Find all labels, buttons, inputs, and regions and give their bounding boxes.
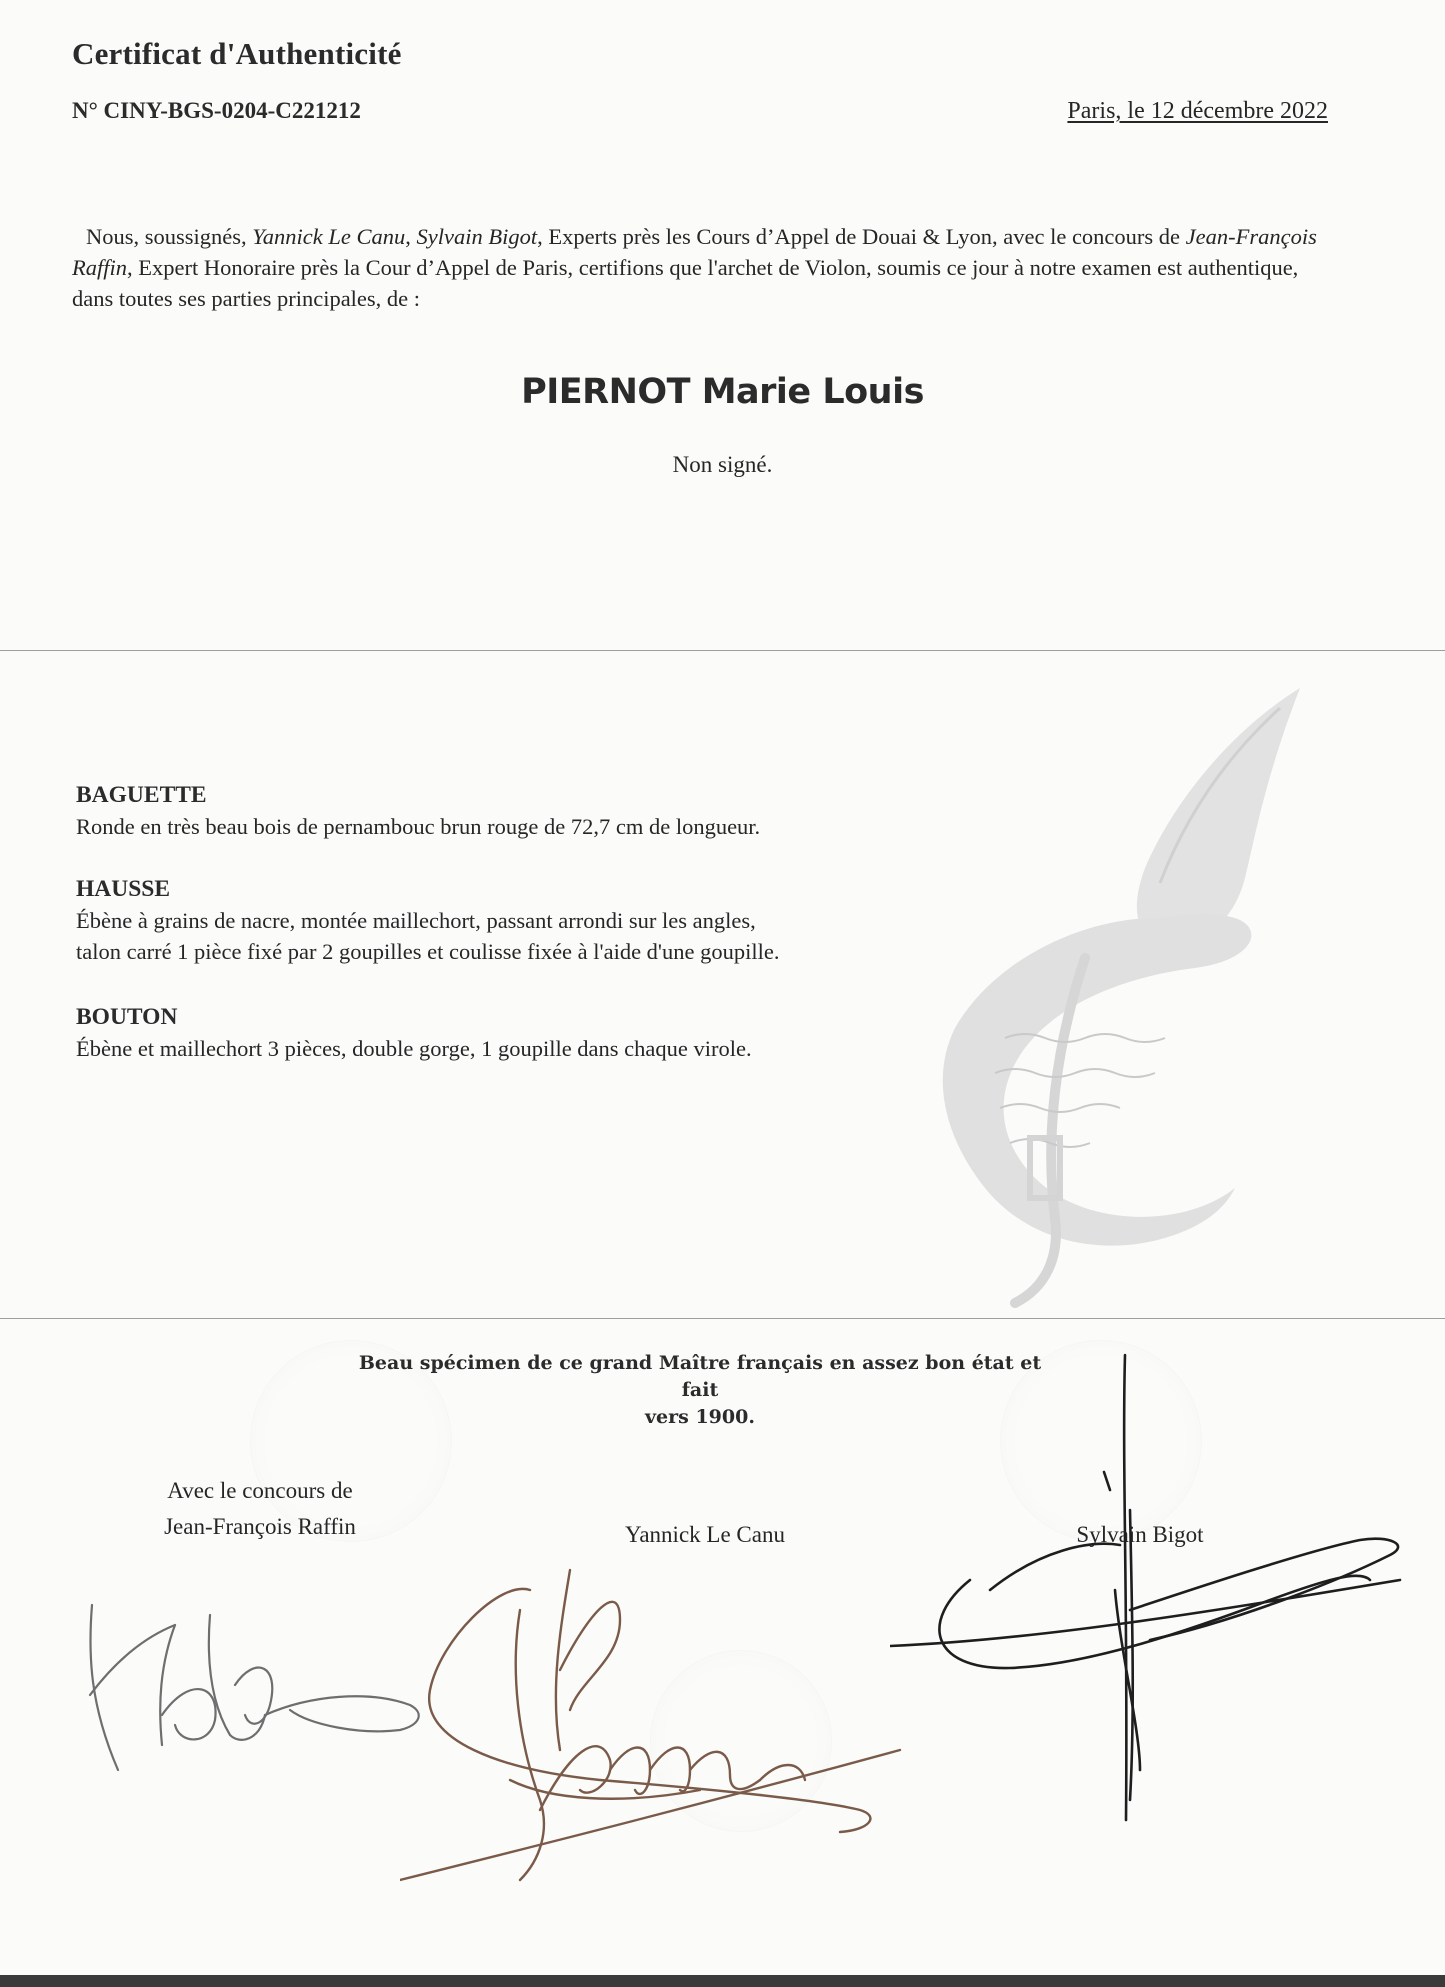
fold-line-top xyxy=(0,650,1445,651)
intro-text-1: Nous, soussignés, xyxy=(86,224,253,249)
maker-name: PIERNOT Marie Louis xyxy=(521,372,924,412)
fold-line-bottom xyxy=(0,1318,1445,1319)
intro-text-2: , Experts près les Cours d’Appel de Douai & Lyon, avec le concours de xyxy=(537,224,1186,249)
section-text-bouton: Ébène et maillechort 3 pièces, double gorge, 1 goupille dans chaque virole. xyxy=(76,1036,752,1061)
section-hausse xyxy=(76,874,956,967)
signature-raffin-icon xyxy=(80,1595,440,1775)
section-text-hausse-line2: talon carré 1 pièce fixé par 2 goupilles et coulisse fixée à l'aide d'une goupille. xyxy=(76,939,780,964)
section-heading-bouton: BOUTON xyxy=(76,1004,178,1030)
signer-le-canu: Yannick Le Canu xyxy=(625,1522,785,1547)
intro-text-3: , Expert Honoraire près la Cour d’Appel de Paris, certifions que l'archet de Violon, soumis ce jour à notre examen est authentique, dans toutes ses parties principales, de : xyxy=(72,255,1299,311)
section-text-hausse-line1: Ébène à grains de nacre, montée maillechort, passant arrondi sur les angles, xyxy=(76,908,756,933)
signature-bigot-icon xyxy=(890,1350,1430,1830)
conclusion-line-2: vers 1900. xyxy=(645,1406,755,1428)
signer-raffin xyxy=(110,1473,410,1545)
expert-name-bigot: Sylvain Bigot xyxy=(416,224,538,249)
intro-separator: , xyxy=(405,224,417,249)
certificate-title: Certificat d'Authenticité xyxy=(72,36,402,71)
section-bouton xyxy=(76,1002,956,1064)
section-baguette xyxy=(76,780,956,842)
signature-le-canu-icon xyxy=(400,1550,920,1890)
section-heading-hausse: HAUSSE xyxy=(76,876,171,902)
signer-bigot: Sylvain Bigot xyxy=(1076,1522,1204,1547)
signer-raffin-line2: Jean-François Raffin xyxy=(164,1514,356,1539)
signature-status: Non signé. xyxy=(672,452,773,477)
conclusion-line-1: Beau spécimen de ce grand Maître français en assez bon état et fait xyxy=(358,1352,1042,1401)
expert-name-raffin: Jean-François Raffin xyxy=(72,224,1317,280)
expert-name-le-canu: Yannick Le Canu xyxy=(252,224,406,249)
section-text-baguette: Ronde en très beau bois de pernambouc brun rouge de 72,7 cm de longueur. xyxy=(76,814,761,839)
section-heading-baguette: BAGUETTE xyxy=(76,782,207,808)
signer-raffin-line1: Avec le concours de xyxy=(167,1478,353,1503)
certificate-number: N° CINY-BGS-0204-C221212 xyxy=(72,98,361,123)
place-date: Paris, le 12 décembre 2022 xyxy=(1067,98,1328,124)
watermark-logo-icon xyxy=(935,668,1315,1308)
intro-paragraph xyxy=(72,221,1332,314)
